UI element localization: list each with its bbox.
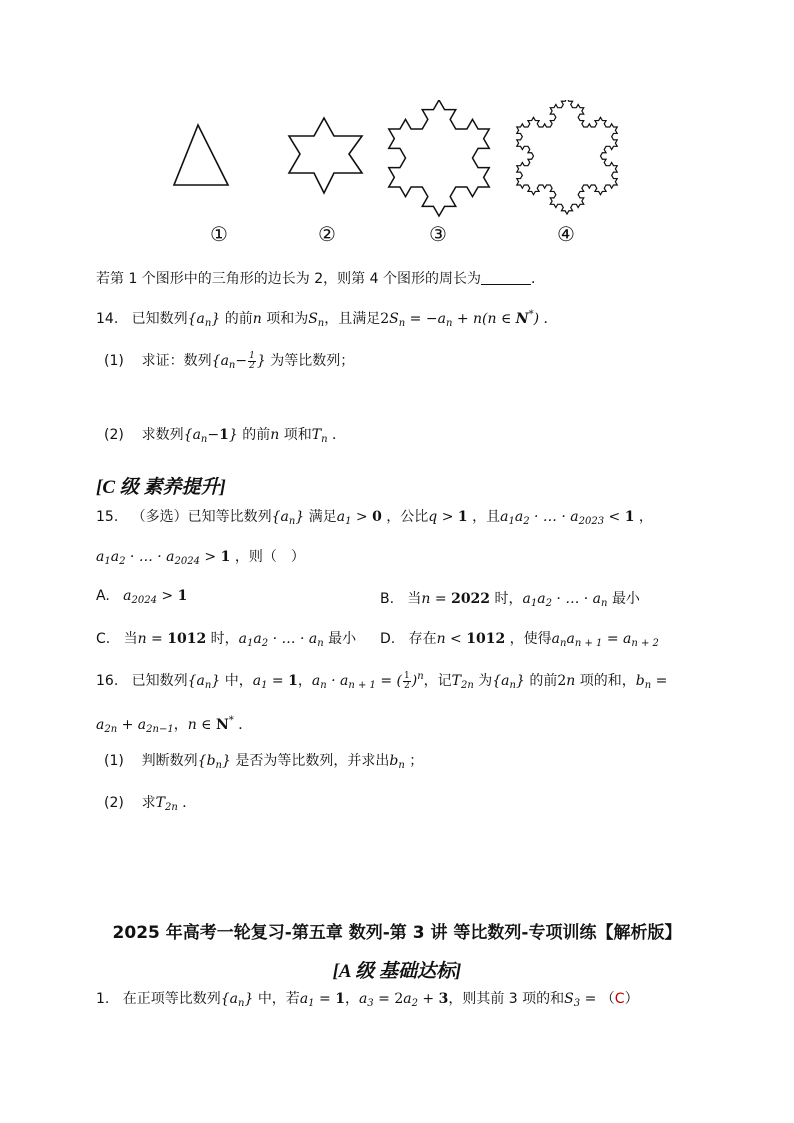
math-condition: $2S_n = -a_n + n(n$ ∈ N*) (380, 309, 540, 329)
q16-sub1-label: (1) (104, 753, 124, 769)
figure-label-4: ④ (557, 222, 575, 246)
q1-stem (96, 988, 639, 1009)
math-seq-bn: $\{b_n\}$ (197, 753, 231, 771)
q15-text-6: ，则（ ） (234, 549, 305, 565)
q15-option-b (380, 588, 640, 609)
option-b-text-b: 时， (494, 591, 523, 607)
option-b-label: B. (380, 591, 395, 607)
q14-sub2-text-a: 求数列 (141, 427, 184, 443)
q14-number: 14. (96, 311, 119, 327)
q1-text-2: 中，若 (257, 991, 300, 1007)
math-bn: $b_n$ (389, 753, 405, 771)
figure-label-2: ② (318, 222, 336, 246)
math-recurrence: $a_n \cdot a_{n + 1}$ = ( $\frac{1}{2}$ )$^n$ (311, 670, 424, 691)
q16-stem-line1 (96, 670, 667, 691)
math-T2n: $T_{2n}$ (451, 673, 474, 691)
q14-text-3: 项和为 (266, 311, 309, 327)
math-n: n (270, 427, 280, 443)
math-seq-an: $\{a_n\}$ (187, 311, 221, 329)
q14-sub2-text-b: 的前 (242, 427, 271, 443)
q14-text-1: 已知数列 (131, 311, 188, 327)
q16-stem-line2 (96, 714, 252, 735)
math-seq-an: $\{a_n\}$ (187, 673, 221, 691)
q14-sub1-text-b: 为等比数列； (270, 353, 355, 369)
math-a1-gt-0: $a_1 > 0$ (336, 509, 382, 527)
q16-text-7: 项的和， (579, 673, 636, 689)
math-a1-eq-1: $a_1 = 1$ (299, 991, 345, 1009)
q16-sub1-text-b: 是否为等比数列，并求出 (235, 753, 390, 769)
option-c-text-a: 当 (123, 631, 138, 647)
q1-text-5: （ (600, 991, 615, 1007)
figure-label-3: ③ (429, 222, 447, 246)
q16-sub2 (104, 792, 196, 813)
math-seq-an-minus-half: {$a_n-$ $\frac{1}{2}$ } (211, 350, 266, 371)
document-title: 2025 年高考一轮复习-第五章 数列-第 3 讲 等比数列-专项训练【解析版】 (112, 923, 682, 943)
math-Tn: $T_n$ (311, 427, 328, 445)
q16-sub2-label: (2) (104, 795, 124, 811)
math-n-eq-1012: n = 1012 (137, 631, 207, 647)
q15-text-1: （多选）已知等比数列 (131, 509, 272, 525)
option-a-label: A. (96, 588, 110, 604)
math-q-gt-1: q > 1 (428, 509, 468, 525)
option-c-text-c: 最小 (328, 631, 357, 647)
q14-sub1 (104, 350, 354, 371)
q15-stem-line2 (96, 546, 305, 567)
math-n: n (252, 311, 262, 327)
option-c-text-b: 时， (210, 631, 239, 647)
q15-option-a (96, 588, 187, 606)
q16-sub1-text-a: 判断数列 (141, 753, 198, 769)
math-a3-eq: $a_3 = 2a_2 + 3$ (358, 991, 449, 1009)
q14-text-4: ，且满足 (324, 311, 381, 327)
q16-text-3: ， (297, 673, 312, 689)
q15-stem-line1 (96, 506, 653, 527)
q1-answer: C (614, 991, 625, 1007)
q14-sub1-label: (1) (104, 353, 124, 369)
math-product-2024: $a_1a_2$ · … · $a_{2024} > 1$ (96, 549, 231, 567)
q1-text-1: 在正项等比数列 (122, 991, 221, 1007)
q16-number: 16. (96, 673, 119, 689)
figure-koch-4 (517, 100, 617, 214)
option-c-label: C. (96, 631, 111, 647)
math-T2n: $T_{2n}$ (155, 795, 178, 813)
q15-text-3: ，公比 (386, 509, 429, 525)
q16-text-8: ， (173, 717, 188, 733)
section-a-heading: [A 级 基础达标] (332, 961, 462, 982)
option-d-text-b: ，使得 (509, 631, 552, 647)
q1-text-4: ，则其前 3 项的和 (448, 991, 565, 1007)
math-n-eq-2022: n = 2022 (421, 591, 491, 607)
math-product-2023: $a_1a_2$ · … · $a_{2023} < 1$ (500, 509, 635, 527)
math-product-n: $a_1a_2$ · … · $a_n$ (238, 631, 324, 649)
option-d-label: D. (380, 631, 396, 647)
math-S3-eq: $S_3$ = (564, 991, 597, 1009)
q14-text-2: 的前 (224, 311, 253, 327)
q13-line (96, 268, 545, 288)
q16-text-5: 为 (478, 673, 493, 689)
figure-triangle (174, 125, 228, 185)
q14-sub2 (104, 424, 346, 445)
option-b-text-c: 最小 (611, 591, 640, 607)
q16-text-1: 已知数列 (131, 673, 188, 689)
q1-number: 1. (96, 991, 110, 1007)
option-b-text-a: 当 (407, 591, 422, 607)
math-a2024-gt-1: $a_{2024} > 1$ (123, 588, 188, 606)
math-n-in-N: n ∈ N* (187, 715, 234, 733)
q15-text-2: 满足 (308, 509, 337, 525)
q16-text-9: ． (238, 717, 253, 733)
math-seq-an-minus-1: $\{a_n-1\}$ (183, 427, 238, 445)
math-seq-an: $\{a_n\}$ (271, 509, 305, 527)
q16-text-2: 中， (224, 673, 253, 689)
q16-text-6: 的前 (529, 673, 558, 689)
math-Sn: $S_n$ (308, 311, 325, 329)
q14-sub2-text-d: ． (331, 427, 346, 443)
q14-sub1-text-a: 求证：数列 (141, 353, 212, 369)
q15-text-5: ， (638, 509, 653, 525)
q14-sub2-text-c: 项和 (283, 427, 312, 443)
math-an-an1-eq-an2: $a_na_{n + 1} = a_{n + 2}$ (551, 631, 659, 649)
math-seq-an: $\{a_n\}$ (220, 991, 254, 1009)
figure-star (289, 118, 362, 193)
answer-blank (481, 270, 531, 285)
math-product-n: $a_1a_2$ · … · $a_n$ (522, 591, 608, 609)
option-d-text-a: 存在 (408, 631, 437, 647)
q1-text-3: ， (344, 991, 359, 1007)
section-c-heading: [C 级 素养提升] (96, 477, 226, 498)
q16-sub2-text-a: 求 (141, 795, 156, 811)
figure-koch-3 (389, 100, 489, 216)
q16-sub1 (104, 750, 423, 771)
math-2n: 2n (557, 673, 576, 689)
q15-text-4: ，且 (472, 509, 501, 525)
q15-option-d (380, 628, 659, 649)
q14-sub2-label: (2) (104, 427, 124, 443)
q1-text-6: ） (624, 991, 639, 1007)
q16-sub2-text-b: ． (182, 795, 197, 811)
math-bn-eq: $b_n$ = (635, 673, 668, 691)
q15-option-c (96, 628, 356, 649)
q16-sub1-text-c: ； (409, 753, 424, 769)
q15-number: 15. (96, 509, 119, 525)
q14-text-5: ． (543, 311, 558, 327)
q13-end: ． (530, 271, 545, 287)
q13-text: 若第 1 个图形中的三角形的边长为 2，则第 4 个图形的周长为 (96, 271, 481, 287)
figure-label-1: ① (210, 222, 228, 246)
math-a1-eq-1: $a_1 = 1$ (252, 673, 298, 691)
q14-stem (96, 308, 558, 329)
math-seq-an: $\{a_n\}$ (492, 673, 525, 691)
math-n-lt-1012: n < 1012 (436, 631, 506, 647)
q16-text-4: ，记 (423, 673, 452, 689)
math-bn-def: $a_{2n} + a_{2n-1}$ (96, 717, 174, 735)
